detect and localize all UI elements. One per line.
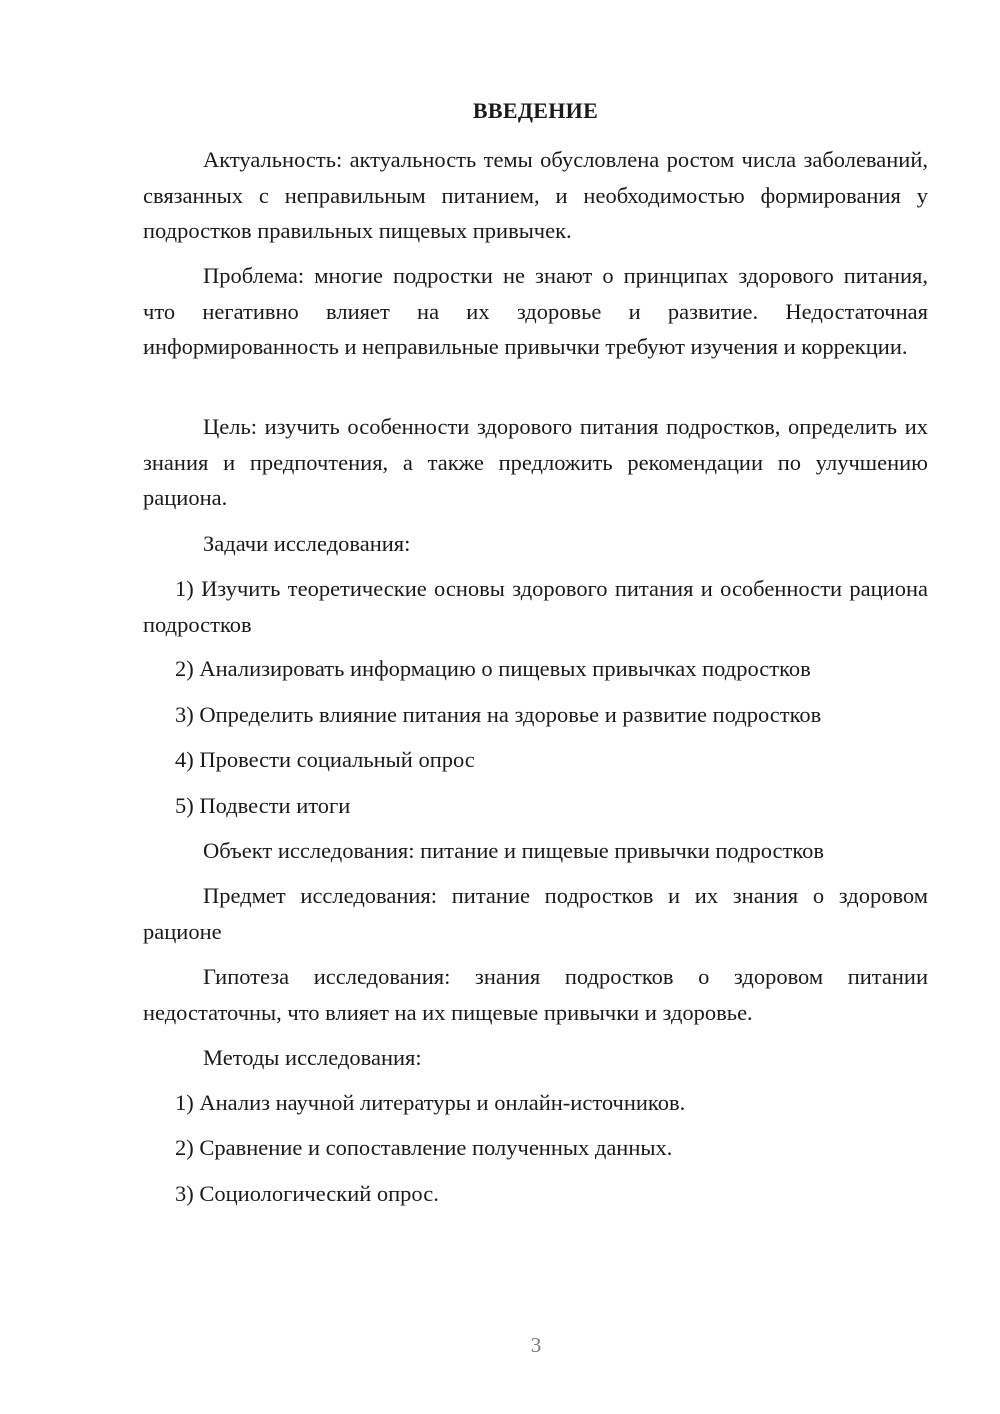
task-item-2: 2) Анализировать информацию о пищевых привычках подростков (175, 656, 811, 681)
method-item-1: 1) Анализ научной литературы и онлайн-источников. (175, 1090, 686, 1115)
paragraph-problem: Проблема: многие подростки не знают о принципах здорового питания, что негативно влияет на их здоровье и развитие. Недостаточная информированность и неправильные привычки требуют изучения и коррекции. (143, 263, 928, 359)
task-item-1: 1) Изучить теоретические основы здорового питания и особенности рациона подростков (143, 576, 928, 637)
paragraph-relevance: Актуальность: актуальность темы обусловлена ростом числа заболеваний, связанных с неправильным питанием, и необходимостью формирования у подростков правильных пищевых привычек. (143, 147, 928, 243)
section-title: ВВЕДЕНИЕ (472, 98, 599, 123)
task-item-4: 4) Провести социальный опрос (175, 747, 475, 772)
method-item-2: 2) Сравнение и сопоставление полученных данных. (175, 1135, 673, 1160)
task-item-3: 3) Определить влияние питания на здоровье и развитие подростков (175, 702, 822, 727)
method-item-3: 3) Социологический опрос. (175, 1181, 439, 1206)
paragraph-hypothesis: Гипотеза исследования: знания подростков о здоровом питании недостаточны, что влияет на их пищевые привычки и здоровье. (143, 964, 928, 1025)
tasks-heading: Задачи исследования: (203, 531, 411, 556)
paragraph-object: Объект исследования: питание и пищевые привычки подростков (203, 838, 825, 863)
task-item-5: 5) Подвести итоги (175, 793, 351, 818)
paragraph-goal: Цель: изучить особенности здорового питания подростков, определить их знания и предпочтения, а также предложить рекомендации по улучшению рациона. (143, 414, 928, 510)
page-number: 3 (530, 1333, 542, 1357)
paragraph-subject: Предмет исследования: питание подростков и их знания о здоровом рационе (143, 883, 928, 944)
methods-heading: Методы исследования: (203, 1045, 422, 1070)
